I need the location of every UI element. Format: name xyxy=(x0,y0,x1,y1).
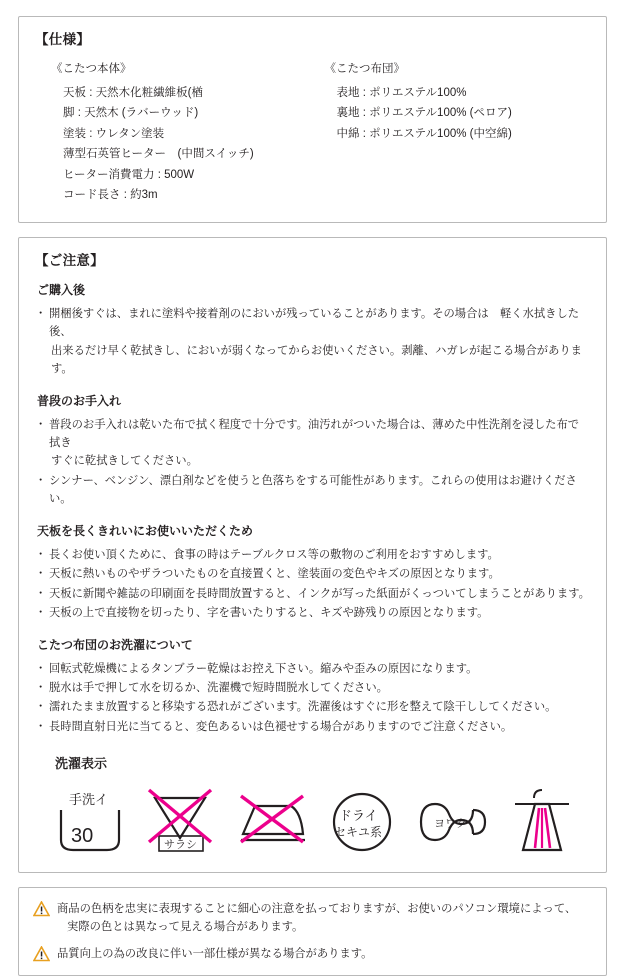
spec-body-list xyxy=(51,83,313,206)
bullet-line: 濡れたまま放置すると移染する恐れがございます。洗濯後はすぐに形を整えて陰干ししてください。 xyxy=(49,701,557,714)
spec-futon-list xyxy=(325,83,591,144)
hand-wash-icon xyxy=(55,782,131,856)
wash-icon-row xyxy=(55,782,590,856)
caution-list-washing xyxy=(35,660,590,736)
list-item xyxy=(35,546,590,564)
wash-care-title: 洗濯表示 xyxy=(55,755,108,771)
svg-text:ヨワク: ヨワク xyxy=(434,818,467,831)
no-iron-icon xyxy=(235,782,311,856)
note-text xyxy=(57,945,372,963)
caution-panel-title: 【ご注意】 xyxy=(35,252,104,268)
bullet-line: 出来るだけ早く乾拭きし、においが弱くなってからお使いください。剥離、ハガレが起こる場合があります。 xyxy=(51,344,582,375)
bullet-line: 普段のお手入れは乾いた布で拭く程度で十分です。油汚れがついた場合は、薄めた中性洗剤を浸した布で拭き xyxy=(49,418,580,450)
caution-panel xyxy=(18,237,607,873)
svg-text:セキユ系: セキユ系 xyxy=(334,825,383,840)
spec-column-body xyxy=(35,61,313,206)
spec-futon-line: 表地 : ポリエステル100% xyxy=(336,86,467,99)
spec-body-heading: 《こたつ本体》 xyxy=(51,62,132,75)
note-line: 実際の色とは異なって見える場合があります。 xyxy=(67,921,304,934)
list-item xyxy=(35,660,590,678)
note-line: 品質向上の為の改良に伴い一部仕様が異なる場合があります。 xyxy=(57,948,373,961)
list-item xyxy=(35,472,590,509)
warning-icon xyxy=(33,901,50,917)
list-item xyxy=(35,565,590,583)
bullet-line: 天板に新聞や雑誌の印刷面を長時間放置すると、インクが写った紙面がくっついてしまうことがあります。 xyxy=(49,587,590,600)
note-row xyxy=(33,900,592,936)
spec-columns xyxy=(35,61,590,206)
warning-icon xyxy=(33,946,50,962)
bullet-line: 天板の上で直接物を切ったり、字を書いたりすると、キズや跡残りの原因となります。 xyxy=(49,606,489,619)
svg-text:30: 30 xyxy=(71,825,94,848)
spec-body-line: 薄型石英管ヒーター (中間スイッチ) xyxy=(63,148,254,161)
spec-body-line: コード長さ : 約3m xyxy=(63,189,158,202)
list-item xyxy=(35,679,590,697)
caution-list-tabletop xyxy=(35,546,590,622)
caution-list-care xyxy=(35,416,590,508)
footer-notes-panel xyxy=(18,887,607,976)
bullet-line: 脱水は手で押して水を切るか、洗濯機で短時間脱水してください。 xyxy=(49,682,388,694)
bullet-line: すぐに乾拭きしてください。 xyxy=(51,455,198,468)
wash-care-symbols xyxy=(35,754,590,856)
bullet-line: 回転式乾燥機によるタンブラー乾燥はお控え下さい。縮みや歪みの原因になります。 xyxy=(49,662,478,675)
spec-body-line: 天板 : 天然木化粧繊維板(楢 xyxy=(63,86,203,99)
no-wring-icon xyxy=(415,782,491,856)
caution-section-heading-purchase: ご購入後 xyxy=(37,283,86,298)
spec-body-line: 塗装 : ウレタン塗装 xyxy=(63,127,165,140)
spec-futon-line: 裏地 : ポリエステル100% (ペロア) xyxy=(336,107,512,120)
bullet-line: 長時間直射日光に当てると、変色あるいは色褪せする場合がありますのでご注意ください。 xyxy=(49,720,513,733)
spec-futon-line: 中綿 : ポリエステル100% (中空綿) xyxy=(336,127,512,140)
svg-text:手洗イ: 手洗イ xyxy=(69,792,109,808)
bullet-line: シンナー、ベンジン、漂白剤などを使うと色落ちをする可能性があります。これらの使用はお避けください。 xyxy=(49,474,577,506)
spec-panel xyxy=(18,16,607,223)
bullet-line: 長くお使い頂くために、食事の時はテーブルクロス等の敷物のご利用をおすすめします。 xyxy=(49,548,499,561)
note-line: 商品の色柄を忠実に表現することに細心の注意を払っておりますが、お使いのパソコン環境によって、 xyxy=(57,903,577,916)
list-item xyxy=(35,698,590,716)
note-text xyxy=(57,900,576,936)
caution-section-heading-washing: こたつ布団のお洗濯について xyxy=(37,638,193,653)
hang-dry-icon xyxy=(505,782,581,856)
caution-list-purchase xyxy=(35,305,590,378)
dry-clean-icon xyxy=(325,782,401,856)
spec-column-futon xyxy=(313,61,591,206)
spec-panel-title: 【仕様】 xyxy=(35,32,91,47)
list-item xyxy=(35,416,590,471)
bullet-line: 開梱後すぐは、まれに塗料や接着剤のにおいが残っていることがあります。その場合は 軽く水拭きした後、 xyxy=(49,308,580,339)
svg-text:サラシ: サラシ xyxy=(164,839,197,852)
list-item xyxy=(35,718,590,736)
no-bleach-icon xyxy=(145,782,221,856)
list-item xyxy=(35,604,590,622)
caution-section-heading-care: 普段のお手入れ xyxy=(37,394,122,409)
spec-body-line: 脚 : 天然木 (ラバーウッド) xyxy=(63,107,199,120)
svg-text:ドライ: ドライ xyxy=(339,808,378,824)
note-row xyxy=(33,945,592,963)
list-item xyxy=(35,305,590,378)
caution-section-heading-tabletop: 天板を長くきれいにお使いいただくため xyxy=(37,524,254,539)
spec-futon-heading: 《こたつ布団》 xyxy=(324,62,405,75)
bullet-line: 天板に熱いものやザラついたものを直接置くと、塗装面の変色やキズの原因となります。 xyxy=(49,568,500,581)
list-item xyxy=(35,585,590,603)
spec-body-line: ヒーター消費電力 : 500W xyxy=(63,168,195,181)
